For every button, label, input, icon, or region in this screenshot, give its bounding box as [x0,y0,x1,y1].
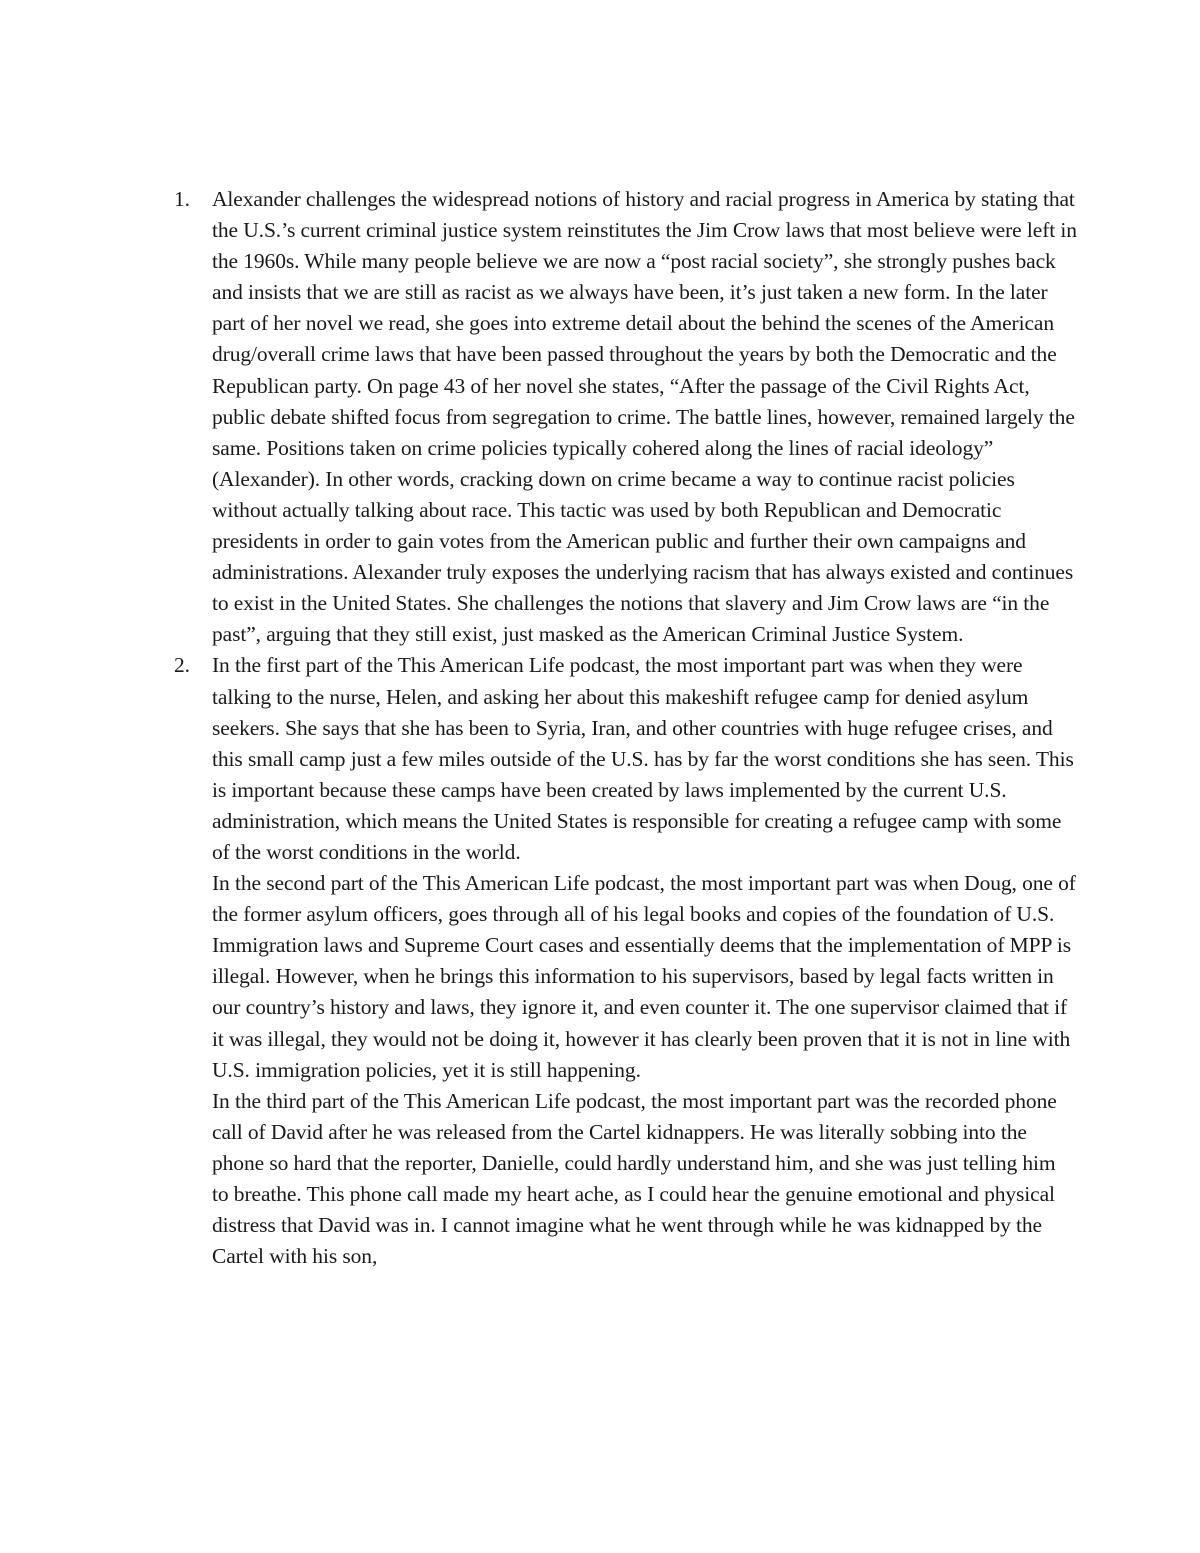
paragraph: In the third part of the This American Life podcast, the most important part was the recorded phone call of David after he was released from the Cartel kidnappers. He was literally sobbing into the phone so hard that the reporter, Danielle, could hardly understand him, and she was just telling him to breathe. This phone call made my heart ache, as I could hear the genuine emotional and physical distress that David was in. I cannot imagine what he went through while he was kidnapped by the Cartel with his son, [212,1088,1057,1269]
list-item-2 [174,650,1077,1272]
list-item-number: 1. [174,187,190,211]
paragraph: Alexander challenges the widespread notions of history and racial progress in America by stating that the U.S.’s current criminal justice system reinstitutes the Jim Crow laws that most believe were left in the 1960s. While many people believe we are now a “post racial society”, she strongly pushes back and insists that we are still as racist as we always have been, it’s just taken a new form. In the later part of her novel we read, she goes into extreme detail about the behind the scenes of the American drug/overall crime laws that have been passed throughout the years by both the Democratic and the Republican party. On page 43 of her novel she states, “After the passage of the Civil Rights Act, public debate shifted focus from segregation to crime. The battle lines, however, remained largely the same. Positions taken on crime policies typically cohered along the lines of racial ideology” (Alexander). In other words, cracking down on crime became a way to continue racist policies without actually talking about race. This tactic was used by both Republican and Democratic presidents in order to gain votes from the American public and further their own campaigns and administrations. Alexander truly exposes the underlying racism that has always existed and continues to exist in the United States. She challenges the notions that slavery and Jim Crow laws are “in the past”, arguing that they still exist, just masked as the American Criminal Justice System. [212,187,1077,647]
paragraph: In the first part of the This American Life podcast, the most important part was when they were talking to the nurse, Helen, and asking her about this makeshift refugee camp for denied asylum seekers. She says that she has been to Syria, Iran, and other countries with huge refugee crises, and this small camp just a few miles outside of the U.S. has by far the worst conditions she has seen. This is important because these camps have been created by laws implemented by the current U.S. administration, which means the United States is responsible for creating a refugee camp with some of the worst conditions in the world. [212,653,1074,864]
paragraph: In the second part of the This American Life podcast, the most important part was when Doug, one of the former asylum officers, goes through all of his legal books and copies of the foundation of U.S. Immigration laws and Supreme Court cases and essentially deems that the implementation of MPP is illegal. However, when he brings this information to his supervisors, based by legal facts written in our country’s history and laws, they ignore it, and even counter it. The one supervisor claimed that if it was illegal, they would not be doing it, however it has clearly been proven that it is not in line with U.S. immigration policies, yet it is still happening. [212,871,1076,1082]
list-item-1 [174,184,1077,650]
numbered-list [174,184,1077,1272]
list-item-number: 2. [174,653,190,678]
